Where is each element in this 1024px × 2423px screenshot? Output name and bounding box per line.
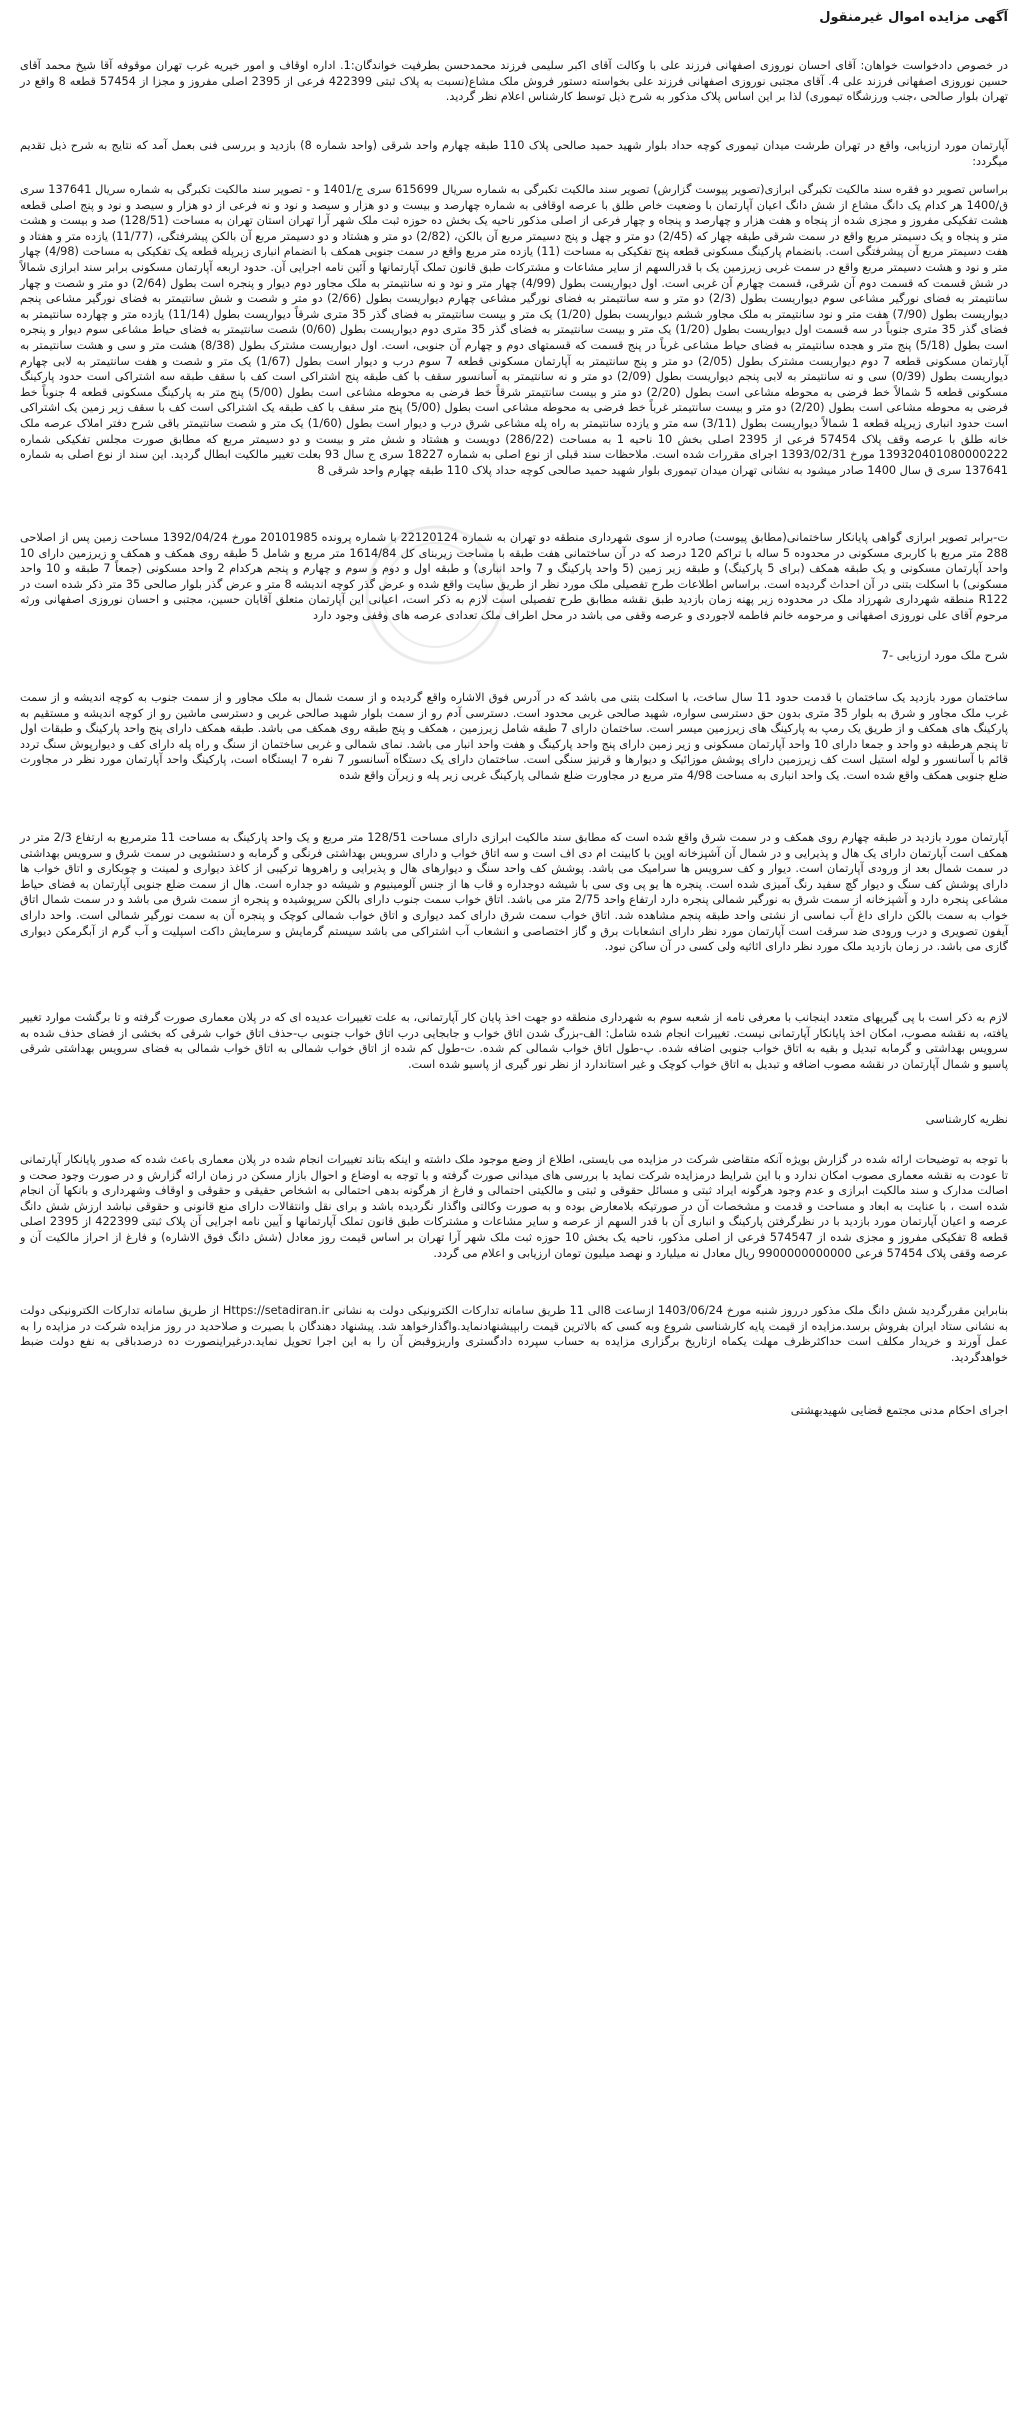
section-heading-description: شرح ملک مورد ارزیابی -7 — [881, 648, 1008, 662]
building-paragraph: ساختمان مورد بازدید یک ساختمان با قدمت حدود 11 سال ساخت، با اسکلت بتنی می باشد که در آدرس فوق الاشاره واقع گردیده و از سمت شمال به ملک مجاور و از سمت جنوب به کوچه اندیشه و از سمت غرب ملک مجاور و شرق به بلوار 35 متری بدون حق دسترسی سواره، شهید صالحی غربی محدود است. دسترسی آدم رو از سمت بلوار شهید صالحی غربی و دسترسی ماشین رو از کوچه اندیشه و مستقیم به پارکینگ های همکف و از طریق یک رمپ به پارکینگ های زیرزمین میسر است. ساختمان دارای 7 طبقه شامل زیرزمین ، همکف و پنج طبقه روی همکف می باشد. طبقه همکف دارای پنج واحد پارکینگ و طبقات اول تا پنجم هرطبقه دو واحد و جمعا دارای 10 واحد آپارتمان مسکونی و زیر زمین دارای پنج واحد پارکینگ و هفت واحد انبار می باشد. نمای شمالی و غربی ساختمان از سنگ و راه پله دارای کف و دیوارپوش سنگ تردد قائم با آسانسور و لوله استیل است کف زیرزمین دارای پوشش موزائیک و دیوارها و قرنیز سنگی است. ساختمان دارای یک دستگاه آسانسور 7 نفره 7 ایستگاه است، پارکینگ واحد آپارتمان مورد نظر در مجاورت ضلع جنوبی همکف واقع شده است. یک واحد انباری به مساحت 4/98 متر مربع در مجاورت ضلع شمالی پارکینگ غربی زیر پله و زیرآن واقع شده — [20, 691, 1008, 782]
apartment-paragraph: آپارتمان مورد بازدید در طبقه چهارم روی همکف و در سمت شرق واقع شده است که مطابق سند مالکیت ابرازی دارای مساحت 128/51 متر مربع و یک واحد پارکینگ به مساحت 11 مترمربع به ارتفاع 2/3 متر در همکف است آپارتمان دارای یک هال و پذیرایی و در شمال آن آشپزخانه اوپن با کابینت ام دی اف است و سه اتاق خواب و دارای سرویس بهداشتی فرنگی و گرمابه و دستشویی در سمت شرق و سرویس بهداشتی در سمت شمال بعد از ورودی آپارتمان است. دیوار و کف سرویس ها سرامیک می باشد. پوشش کف واحد سنگ و دیوارهای هال و پذیرایی و راهروها ترکیبی از کاغذ دیواری و لمینت و چوبکاری و اتاق خواب ها دارای پوشش کف سنگ و دیوار گچ سفید رنگ آمیزی شده است. پنجره ها یو پی وی سی با شیشه دوجداره و قاب ها از جنس آلومینیوم و شیشه دو جداره است. هال از سمت ضلع جنوبی آپارتمان به فضای حیاط مشاعی پنجره دارد و آشپزخانه از سمت شرق به نورگیر شمالی پنجره دارد ارتفاع واحد 2/75 متر می باشد. اتاق خواب سمت جنوب دارای بالکن سرپوشیده و پنجره از سمت شرق می باشد و در سمت شمال اتاق خواب به سمت بالکن دارای داغ آب نماسی از نشتی واحد طبقه پنجم مشاهده شد. اتاق خواب سمت شرق دارای کمد دیواری و اتاق خواب شمالی کوچک و پنجره آن به سمت نورگیر شمالی است. واحد دارای آیفون تصویری و درب ورودی ضد سرقت است آپارتمان مورد نظر دارای انشعابات برق و گاز اختصاصی و انشعاب آب اشتراکی می باشد سیستم گرمایش و سرمایش داکت اسپلیت و آب گرم از آبگرمکن دیواری گازی می باشد. در زمان بازدید ملک مورد نظر دارای اثاثیه ولی کسی در آن ساکن نبود. — [20, 831, 1009, 954]
auction-paragraph: بنابراین مقررگردید شش دانگ ملک مذکور درروز شنبه مورخ 1403/06/24 ازساعت 8الی 11 طریق سامانه تدارکات الکترونیکی دولت به نشانی Https://setadiran.ir از طریق سامانه تدارکات الکترونیکی دولت به نشانی ستاد ایران بفروش برسد.مزایده از قیمت پایه کارشناسی شروع وبه کسی که بالاترین قیمت رابپیشنهادنماید.واگذارخواهد شد. پیشنهاد دهندگان با بصیرت و صلاحدید در روز مزایده شرکت در مزایده را به عمل آورند و خریدار مکلف است حداکثرظرف مهلت یکماه ازتاریخ برگزاری مزایده به حساب سپرده دادگستری واریزوقبض آن را به این اجرا تحویل نماید.درغیراینصورت ده درصدباقی به نفع دولت ضبط خواهدگردید. — [20, 1304, 1008, 1364]
notes-paragraph: لازم به ذکر است با پی گیریهای متعدد اینجانب با معرفی نامه از شعبه سوم به شهرداری منطقه دو جهت اخذ پایان کار آپارتمانی، به علت تغییرات عدیده ای که در پلان معماری صورت گرفته و تا برگشت موارد تغییر یافته، به نقشه مصوب، امکان اخذ پایانکار آپارتمانی نیست. تغییرات انجام شده شامل: الف-بزرگ شدن اتاق خواب و جابجایی درب اتاق خواب جنوبی ب-حذف اتاق خواب شرقی که بخشی از فضای حذف شده به سرویس بهداشتی و گرمابه تبدیل و بقیه به اتاق خواب جنوبی اضافه شده. پ-طول اتاق خواب شمالی کم شده. ت-طول کم شده از اتاق خواب شمالی به اتاق خواب شمالی به فضای سرویس بهداشتی شرقی پاسیو و شمال آپارتمان در نقشه مصوب اضافه و تبدیل به اتاق خواب کوچک و غیر استاندارد از نظر نور گیری از پاسیو شده است. — [20, 1011, 1008, 1071]
section-heading-opinion: نظریه کارشناسی — [925, 1112, 1008, 1126]
registration-paragraph: براساس تصویر دو فقره سند مالکیت تکبرگی ابرازی(تصویر پیوست گزارش) تصویر سند مالکیت تکبرگی به شماره سریال 615699 سری ج/1401 و - تصویر سند مالکیت تکبرگی به شماره سریال 137641 سری ق/1400 هر کدام یک دانگ مشاع از شش دانگ اعیان آپارتمان با وضعیت خاص طلق با عرصه اوقافی به شماره چهارصد و بیست و دو هزار و سیصد و نود و نه فرعی از دو هزار و سیصد و نود و پنج اصلی قطعه هشت تفکیکی مفروز و مجزی شده از پنجاه و هفت هزار و چهارصد و پنجاه و چهار فرعی از اصلی مذکور ناحیه یک بخش ده حوزه ثبت ملک شهر آرا تهران استان تهران به مساحت (128/51) صد و بیست و هشت متر و پنجاه و یک دسیمتر مربع واقع در سمت شرقی طبقه چهار که (2/45) دو متر و چهل و پنج دسیمتر مربع آن بالکن، (2/82) دو متر و هشتاد و دو دسیمتر مربع آن بالکن پیشرفتگی، (11/77) یازده متر و هفتاد و هفت دسیمتر مربع آن پیشرفتگی است. بانضمام پارکینگ مسکونی قطعه پنج تفکیکی به مساحت (11) یازده متر مربع واقع در سمت جنوبی همکف با انضمام انباری زیرپله قطعه یک تفکیکی به مساحت (4/98) چهار متر و نود و هشت دسیمتر مربع واقع در سمت غربی زیرزمین یک با قدرالسهم از سایر مشاعات و مشترکات طبق قانون تملک آپارتمانها و آئین نامه اجرایی آن. حدود اربعه آپارتمان مسکونی برابر سند ابرازی شمالاً در شش قسمت که قسمت دوم آن شرقی، قسمت چهارم آن غربی است. اول دیواریست بطول (4/99) چهار متر و نود و نه سانتیمتر به ملک مجاور دوم دیوار و پنجره است بطول (2/64) دو متر و شصت و چهار سانتیمتر به فضای نورگیر مشاعی سوم دیواریست بطول (2/3) دو متر و سه سانتیمتر به فضای نورگیر مشاعی چهارم دیواریست بطول (2/66) دو متر و شصت و شش سانتیمتر به فضای نورگیر مشاعی پنجم دیواریست بطول (7/90) هفت متر و نود سانتیمتر به ملک مجاور ششم دیواریست بطول (1/20) یک متر و بیست سانتیمتر به فضای گذر 35 متری شرقاً دیواریست بطول (11/14) یازده متر و چهارده سانتیمتر به فضای گذر 35 متری جنوباً در سه قسمت اول دیواریست بطول (1/20) یک متر و بیست سانتیمتر به فضای گذر 35 متری دوم دیواریست بطول (0/60) شصت سانتیمتر به فضای حیاط مشاعی سوم دیوار و پنجره است بطول (5/18) پنج متر و هجده سانتیمتر به فضای حیاط مشاعی غرباً در پنج قسمت که قسمتهای دوم و چهارم آن جنوبی، است. اول دیواریست مشترک بطول (8/38) هشت متر و سی و هشت سانتیمتر به آپارتمان مسکونی قطعه 7 دوم دیواریست مشترک بطول (2/05) دو متر و پنج سانتیمتر به آپارتمان مسکونی قطعه 7 سوم درب و دیوار است بطول (1/67) یک متر و شصت و هفت سانتیمتر به لابی چهارم دیواریست بطول (0/39) سی و نه سانتیمتر به لابی پنجم دیواریست بطول (2/09) دو متر و نه سانتیمتر به آسانسور سقف با کف طبقه پنج اشتراکی است کف با سقف طبقه سه اشتراکی است حدود پارکینگ مسکونی قطعه 5 شمالاً خط فرضی به محوطه مشاعی است بطول (2/20) دو متر و بیست سانتیمتر شرقاً خط فرضی به محوطه مشاعی است بطول (5/00) پنج متر به پارکینگ مسکونی قطعه 4 جنوباً خط فرضی به محوطه مشاعی است بطول (2/20) دو متر و بیست سانتیمتر غرباً خط فرضی به محوطه مشاعی است بطول (5/00) پنج متر سقف با کف طبقه یک اشتراکی است کف با سقف زیر زمین یک اشتراکی است حدود انباری زیرپله قطعه 1 شمالاً دیواریست بطول (3/11) سه متر و یازده سانتیمتر به راه پله مشاعی شرق درب و دیوار است بطول (1/60) یک متر و شصت سانتیمتر باقی شرح دفتر املاک عرصه ملک خانه طلق با عرصه وقف پلاک 57454 فرعی از 2395 اصلی بخش 10 ناحیه 1 به مساحت (286/22) دویست و هشتاد و شش متر و بیست و دو دسیمتر مربع که مطابق صورت مجلس تفکیکی شماره 139320401080000222 مورخ 1393/02/31 اجرای مقررات شده است. ملاحظات سند قبلی از نوع اصلی به شماره 18227 سری ج سال 93 بعلت تغییر مالکیت ابطال گردید. این سند از نوع اصلی به شماره 137641 سری ق سال 1400 صادر میشود به نشانی تهران میدان تیموری بلوار شهید حمید صالحی کوچه حداد پلاک 110 طبقه چهارم واحد شرقی 8 — [20, 183, 1009, 477]
document-title: آگهی مزایده اموال غیرمنقول — [819, 10, 1008, 25]
intro-paragraph: در خصوص دادخواست خواهان: آقای احسان نوروزی اصفهانی فرزند علی با وکالت آقای اکبر سلیمی فرزند محمدحسن بطرفیت خواندگان:1. اداره اوقاف و امور خیریه غرب تهران موقوفه آقا شیخ محمد آقای حسین نوروزی اصفهانی فرزند علی 4. آقای مجتبی نوروزی اصفهانی فرزند علی بخواسته دستور فروش ملک مشاع(نسبت به پلاک ثبتی 422399 فرعی از 2395 اصلی مفروز و مجزا از 57454 قطعه 8 واقع در تهران بلوار صالحی ،جنب ورزشگاه تیموری) لذا بر این اساس پلاک مذکور به شرح ذیل توسط کارشناس اعلام نظر گردید. — [20, 59, 1008, 104]
opinion-paragraph: با توجه به توضیحات ارائه شده در گزارش بویژه آنکه متقاضی شرکت در مزایده می بایستی، اطلاع از وضع موجود ملک داشته و اینکه بتاند تغییرات انجام شده در پلان معماری باعث شده که صدور پایانکار آپارتمانی تا عودت به نقشه معماری مصوب امکان ندارد و با این شرایط درمزایده شرکت نماید با بررسی های میدانی صورت گرفته و با توجه به اوضاع و احوال بازار مسکن در زمان ارائه گزارش و در صورت وجود صحت و اصالت مدارک و سند مالکیت ابرازی و عدم وجود هرگونه ایراد ثبتی و مسائل حقوقی و ثبتی و مالکیتی احتمالی و فارغ از هرگونه بدهی احتمالی به اشخاص حقیقی و حقوقی و اوقاف وشهرداری و بانکها آن انجام شده است ، با عنایت به ابعاد و مساحت و قدمت و مشخصات آن در صورتیکه بلامعارض بوده و به صورت وکالتی واگذار نگردیده باشد و برای نقل وانتقالات دارای منع قانونی و حقوقی نباشد ارزش شش دانگ عرصه و اعیان آپارتمان مورد بازدید با در نظرگرفتن پارکینگ و انباری آن با قدر السهم از عرصه و سایر مشاعات و مشترکات طبق قانون تملک آپارتمانها و آیین نامه اجرایی آن پلاک ثبتی 422399 از 2395 اصلی قطعه 8 تفکیکی مفروز و مجزی شده از 574547 فرعی از اصلی مذکور، ناحیه یک بخش 10 حوزه ثبت ملک شهر آرا تهران بر اساس قیمت روز معادل (شش دانگ فوق الاشاره) و فارغ از احراز مالکیت آن و عرصه وقفی پلاک 57454 فرعی 9900000000000 ریال معادل نه میلیارد و نهصد میلیون تومان ارزیابی و اعلام می گردد. — [20, 1153, 1009, 1260]
subject-paragraph: آپارتمان مورد ارزیابی، واقع در تهران طرشت میدان تیموری کوچه حداد بلوار شهید حمید صالحی پلاک 110 طبقه چهارم واحد شرقی (واحد شماره 8) بازدید و بررسی فنی بعمل آمد که نتایج به شرح ذیل تقدیم میگردد: — [20, 139, 1009, 168]
issuer-signature: اجرای احکام مدنی مجتمع قضایی شهیدبهشتی — [790, 1403, 1008, 1417]
permit-paragraph: ت-برابر تصویر ابرازی گواهی پایانکار ساختمانی(مطابق پیوست) صادره از سوی شهرداری منطقه دو تهران به شماره 22120124 با شماره پرونده 20101985 مورخ 1392/04/24 مساحت زمین پس از اصلاحی 288 متر مربع با کاربری مسکونی در محدوده 5 ساله با تراکم 120 درصد که در آن ساختمانی هفت طبقه با مساحت زیربنای کل 1614/84 متر مربع و شامل 5 طبقه روی همکف و همکف و زیرزمین دارای 10 واحد آپارتمان مسکونی و یک طبقه همکف (برای 5 پارکینگ) و طبقه زیر زمین (5 واحد پارکینگ و 7 واحد انباری) و طبقه اول و دوم و سوم و چهارم و پنجم هرکدام 2 واحد مسکونی (جمعاً 7 طبقه و 10 واحد مسکونی) با اسکلت بتنی در آن احداث گردیده است. براساس اطلاعات طرح تفصیلی ملک مورد نظر از طریق سایت واقع شده و عرض گذر کوچه اندیشه 8 متر و عرض گذر بلوار صالحی 35 متر ذکر شده است در R122 منطقه شهرداری شهرزاد ملک در محدوده زیر پهنه زمان بازدید طبق نقشه مطابق طرح تفصیلی است لازم به ذکر است، اعیانی این آپارتمان متعلق آقایان حسین، مجتبی و احسان نوروزی اصفهانی ورثه مرحوم آقای علی نوروزی اصفهانی و مرحومه خانم فاطمه لاجوردی و عرصه وقفی می باشد در محل اطراف ملک تعدادی عرصه های وقفی وجود دارد — [20, 531, 1008, 622]
